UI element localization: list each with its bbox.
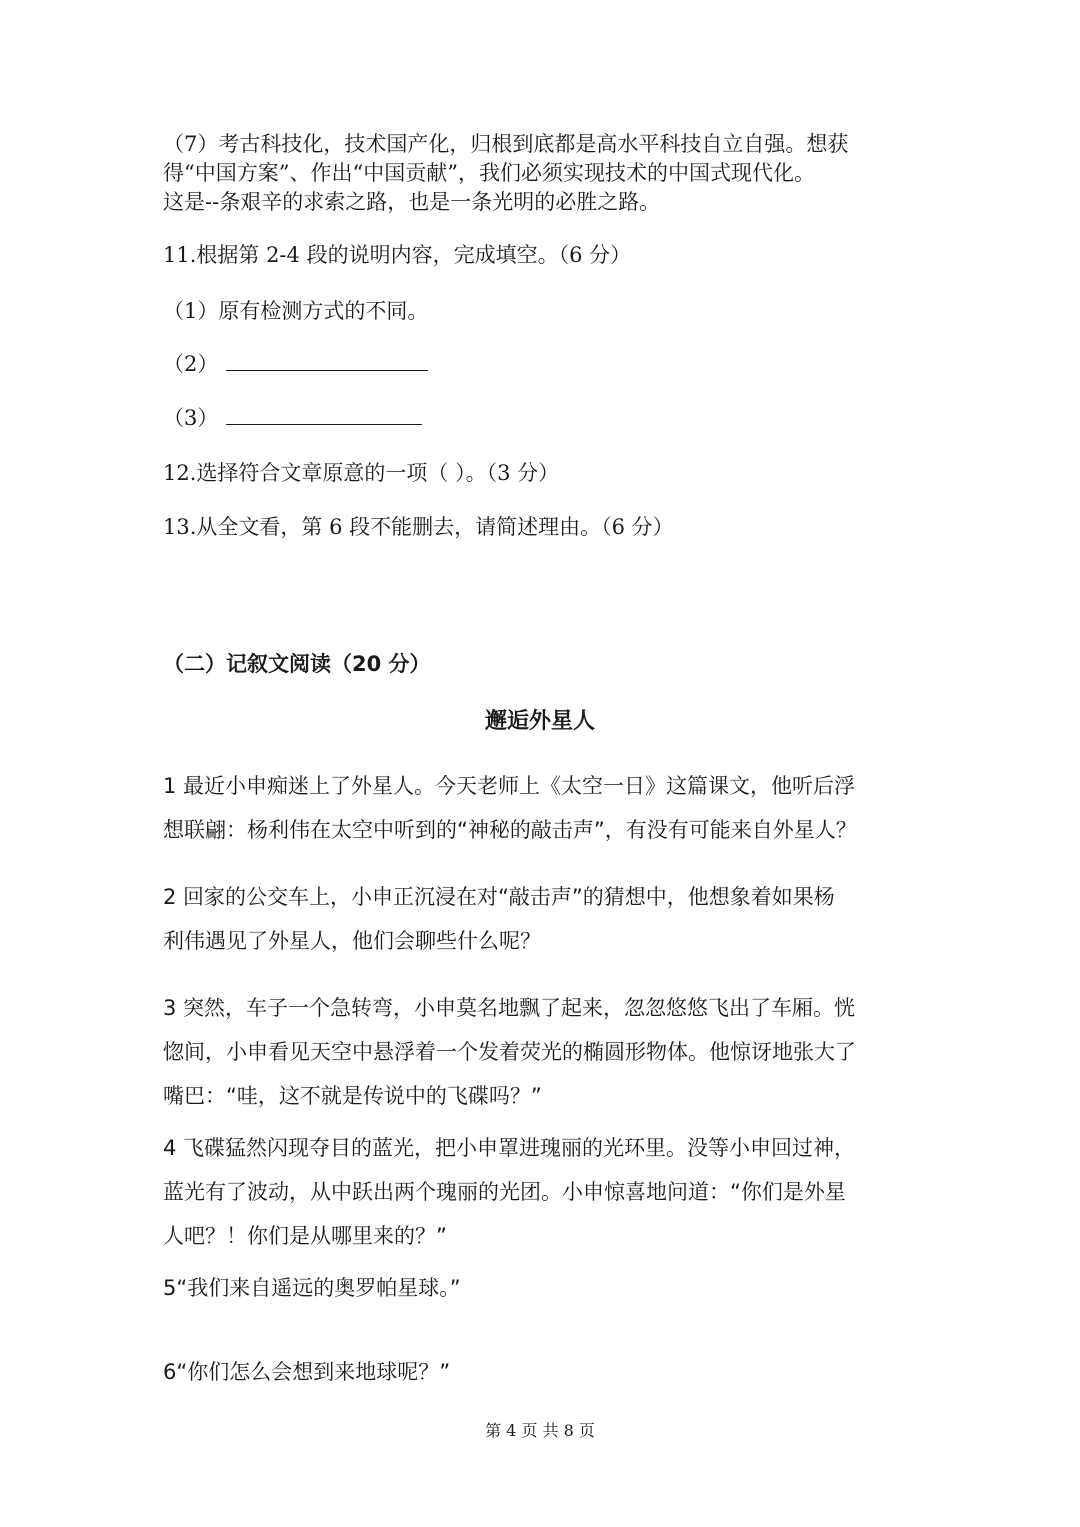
page-number: 第 4 页 共 8 页 (485, 1421, 595, 1440)
story-line: 想联翩：杨利伟在太空中听到的“神秘的敲击声”，有没有可能来自外星人？ (163, 818, 857, 842)
story-line: 2 回家的公交车上，小申正沉浸在对“敲击声”的猜想中，他想象着如果杨 (163, 885, 835, 909)
story-line: 惚间，小申看见天空中悬浮着一个发着荧光的椭圆形物体。他惊讶地张大了 (163, 1040, 856, 1064)
question-11-item-2 (163, 350, 923, 379)
story-line: 4 飞碟猛然闪现夺目的蓝光，把小申罩进瑰丽的光环里。没等小申回过神， (163, 1136, 856, 1160)
paragraph-7-line: （7）考古科技化，技术国产化，归根到底都是高水平科技自立自强。想获 (163, 132, 849, 156)
question-11-item-2-label: （2） (163, 352, 219, 376)
story-paragraph-5 (163, 1266, 923, 1310)
story-line: 3 突然，车子一个急转弯，小申莫名地飘了起来，忽忽悠悠飞出了车厢。恍 (163, 996, 856, 1020)
story-title: 邂逅外星人 (484, 709, 595, 734)
answer-blank-3[interactable] (226, 404, 422, 425)
answer-blank-2[interactable] (226, 350, 428, 371)
story-line: 1 最近小申痴迷上了外星人。今天老师上《太空一日》这篇课文，他听后浮 (163, 774, 856, 798)
story-paragraph-1 (163, 764, 923, 852)
question-12: 12.选择符合文章原意的一项（ ）。（3 分） (163, 461, 560, 485)
story-paragraph-2 (163, 875, 923, 963)
story-line: 蓝光有了波动，从中跃出两个瑰丽的光团。小申惊喜地问道：“你们是外星 (163, 1180, 846, 1204)
section-heading: （二）记叙文阅读（20 分） (163, 652, 431, 676)
paragraph-7 (163, 130, 923, 217)
story-paragraph-6 (163, 1350, 923, 1394)
story-line: 利伟遇见了外星人，他们会聊些什么呢？ (163, 929, 541, 953)
question-11-item-3 (163, 404, 923, 433)
story-paragraph-4 (163, 1126, 923, 1258)
paragraph-7-line: 这是--条艰辛的求索之路，也是一条光明的必胜之路。 (163, 190, 661, 214)
story-line: 嘴巴：“哇，这不就是传说中的飞碟吗？” (163, 1084, 542, 1108)
story-line: 5“我们来自遥远的奥罗帕星球。” (163, 1276, 461, 1300)
question-13: 13.从全文看，第 6 段不能删去，请简述理由。（6 分） (163, 515, 674, 539)
question-11-item-3-label: （3） (163, 406, 219, 430)
story-line: 人吧？！你们是从哪里来的？” (163, 1224, 447, 1248)
story-line: 6“你们怎么会想到来地球呢？” (163, 1360, 451, 1384)
paragraph-7-line: 得“中国方案”、作出“中国贡献”，我们必须实现技术的中国式现代化。 (163, 161, 815, 185)
question-11-item-1: （1）原有检测方式的不同。 (163, 299, 429, 323)
question-11: 11.根据第 2-4 段的说明内容，完成填空。（6 分） (163, 243, 632, 267)
story-paragraph-3 (163, 986, 923, 1118)
